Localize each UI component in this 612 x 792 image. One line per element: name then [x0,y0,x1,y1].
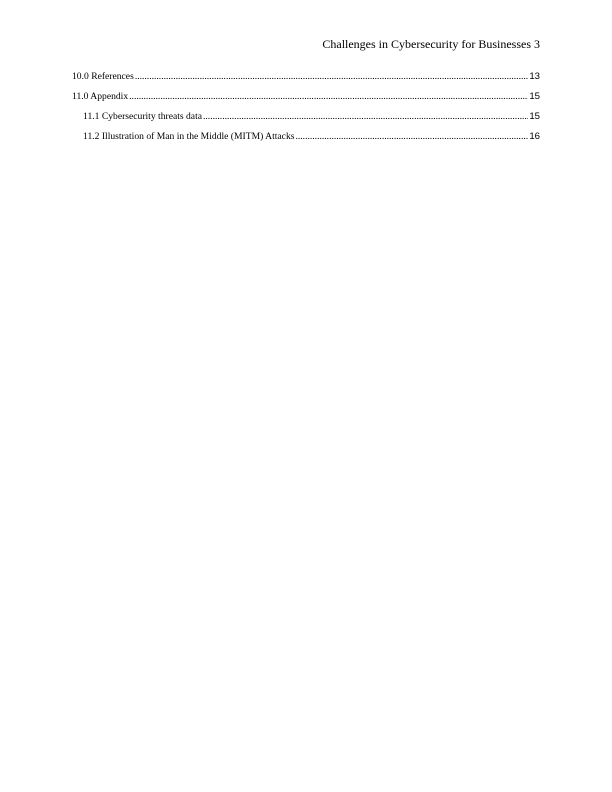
toc-entry-page: 16 [529,131,540,142]
running-head [322,37,540,51]
toc-entry-threats-data[interactable] [72,111,540,131]
table-of-contents [72,71,540,151]
toc-entry-page: 13 [529,71,540,82]
toc-dot-leader [135,71,529,83]
toc-entry-page: 15 [529,91,540,102]
toc-entry-title[interactable]: 11.0 Appendix [72,91,129,102]
toc-entry-mitm-illustration[interactable] [72,131,540,151]
toc-entry-appendix[interactable] [72,91,540,111]
toc-entry-references[interactable] [72,71,540,91]
toc-entry-title[interactable]: 11.2 Illustration of Man in the Middle (MITM) Attacks [83,131,295,142]
toc-entry-page: 15 [529,111,540,122]
page-number: 3 [534,37,540,51]
toc-entry-title[interactable]: 11.1 Cybersecurity threats data [83,111,202,122]
toc-dot-leader [295,131,528,143]
toc-entry-title[interactable]: 10.0 References [72,71,134,82]
running-head-title: Challenges in Cybersecurity for Businesses [322,37,531,51]
toc-dot-leader [129,91,528,103]
toc-dot-leader [203,111,528,123]
